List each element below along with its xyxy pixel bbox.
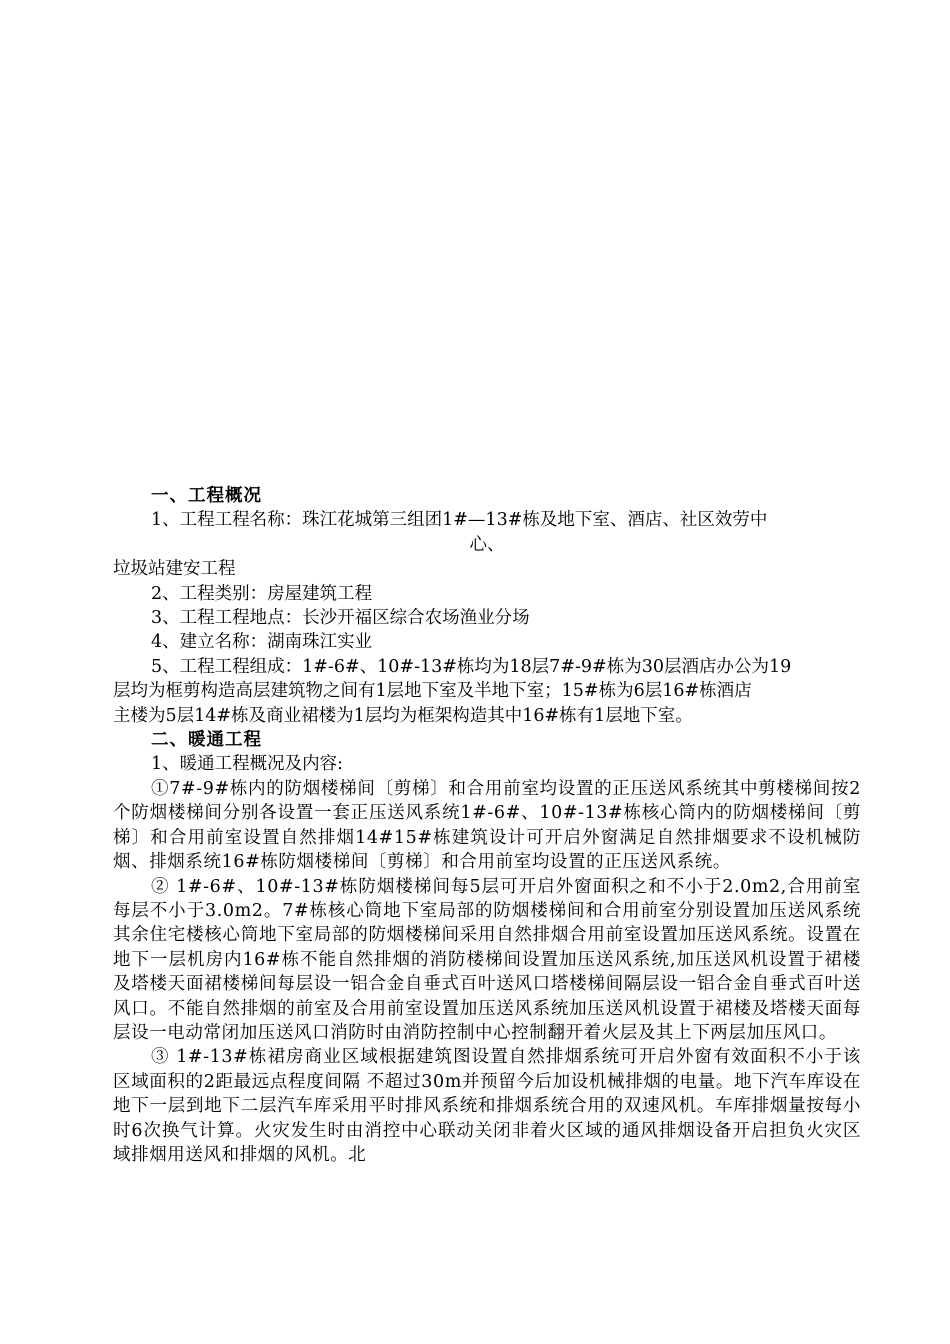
document-body bbox=[113, 484, 861, 1167]
hvac-paragraph-3: ③ 1#-13#栋裙房商业区域根据建筑图设置自然排烟系统可开启外窗有效面积不小于该区域面积的2距最远点程度间隔 不超过30m并预留今后加设机械排烟的电量。地下汽车库设在地下一层到地下二层汽车库采用平时排风系统和排烟系统合用的双速风机。车库排烟量按每小时6次换气计算。火灾发生时由消控中心联动关闭非着火区域的通风排烟设备开启担负火灾区域排烟用送风和排烟的风机。北 bbox=[113, 1047, 861, 1165]
project-name-line-3: 垃圾站建安工程 bbox=[113, 559, 236, 580]
section-2-title: 二、暖通工程 bbox=[151, 730, 262, 751]
project-name-line-1: 1、工程工程名称：珠江花城第三组团1#—13#栋及地下室、酒店、社区效劳中 bbox=[151, 510, 768, 531]
project-composition-line-3: 主楼为5层14#栋及商业裙楼为1层均为框架构造其中16#栋有1层地下室。 bbox=[113, 705, 693, 726]
project-name-line-2: 心、 bbox=[469, 534, 505, 555]
builder-name: 4、建立名称：湖南珠江实业 bbox=[151, 632, 373, 653]
project-composition-line-2: 层均为框剪构造高层建筑物之间有1层地下室及半地下室；15#栋为6层16#栋酒店 bbox=[113, 681, 752, 702]
section-1-title: 一、工程概况 bbox=[151, 486, 262, 506]
hvac-paragraph-1: ①7#-9#栋内的防烟楼梯间〔剪梯〕和合用前室均设置的正压送风系统其中剪楼梯间按2个防烟楼梯间分别各设置一套正压送风系统1#-6#、10#-13#栋核心筒内的防烟楼梯间〔剪梯〕和合用前室设置自然排烟14#15#栋建筑设计可开启外窗满足自然排烟要求不设机械防烟、排烟系统16#栋防烟楼梯间〔剪梯〕和合用前室均设置的正压送风系统。 bbox=[113, 778, 861, 873]
project-composition-line-1: 5、工程工程组成：1#-6#、10#-13#栋均为18层7#-9#栋为30层酒店办公为19 bbox=[151, 656, 792, 677]
project-category: 2、工程类别：房屋建筑工程 bbox=[151, 583, 373, 604]
hvac-overview-heading: 1、暖通工程概况及内容: bbox=[151, 754, 344, 775]
hvac-paragraph-2: ② 1#-6#、10#-13#栋防烟楼梯间每5层可开启外窗面积之和不小于2.0m2,合用前室每层不小于3.0m2。7#栋核心筒地下室局部的防烟楼梯间和合用前室分别设置加压送风系统其余住宅楼核心筒地下室局部的防烟楼梯间采用自然排烟合用前室设置加压送风系统。设置在地下一层机房内16#栋不能自然排烟的消防楼梯间设置加压送风系统,加压送风机设置于裙楼及塔楼天面裙楼梯间每层设一铝合金自垂式百叶送风口塔楼梯间隔层设一铝合金自垂式百叶送风口。不能自然排烟的前室及合用前室设置加压送风系统加压送风机设置于裙楼及塔楼天面每层设一电动常闭加压送风口消防时由消防控制中心控制翻开着火层及其上下两层加压风口。 bbox=[113, 876, 861, 1043]
project-location: 3、工程工程地点：长沙开福区综合农场渔业分场 bbox=[151, 608, 530, 629]
